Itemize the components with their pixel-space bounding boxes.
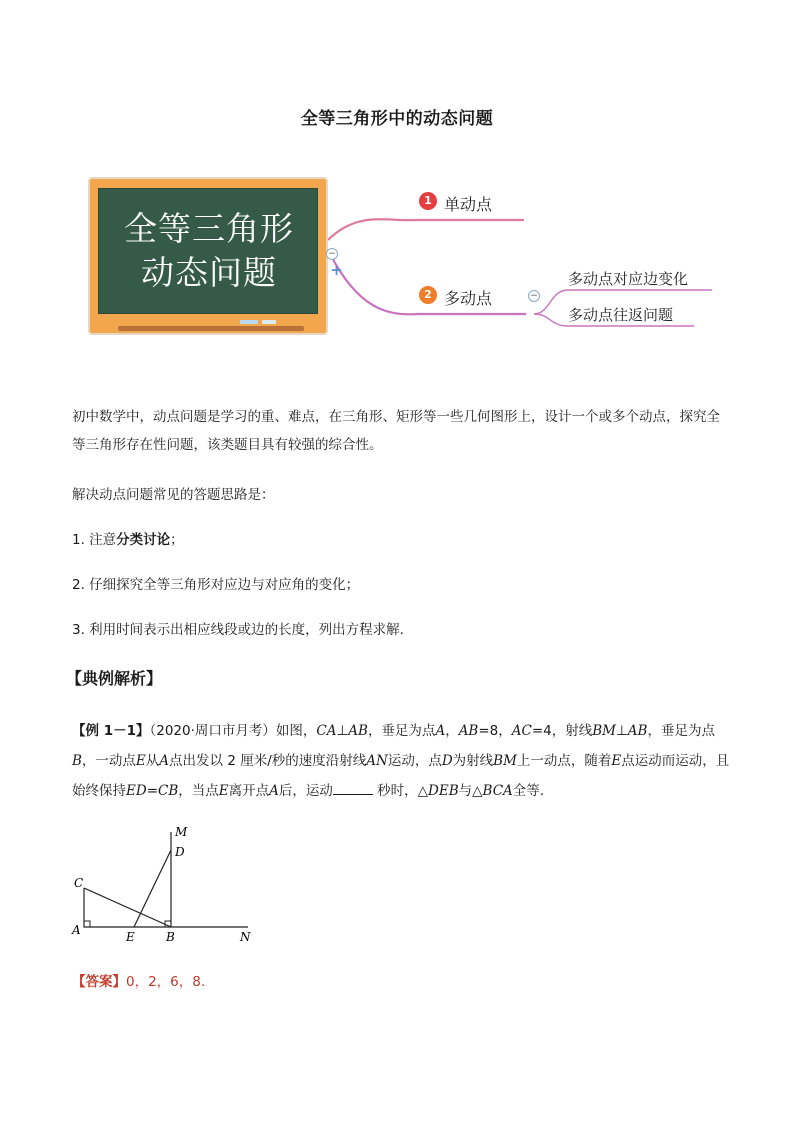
chalk-icon [262,320,276,324]
label-D: D [175,845,185,859]
branch-multi-moving-point[interactable]: 多动点 [444,289,493,308]
answer-blank[interactable] [333,781,373,795]
leaf-corresponding-side-change[interactable]: 多动点对应边变化 [568,270,689,288]
intro-paragraph: 初中数学中，动点问题是学习的重、难点，在三角形、矩形等一些几何图形上，设计一个或多个动点，探究全等三角形存在性问题，该类题目具有较强的综合性。 [72,409,720,453]
list-item: 1. 注意分类讨论； [72,532,184,548]
label-A: A [72,923,81,937]
list-item: 3. 利用时间表示出相应线段或边的长度，列出方程求解. [72,622,404,638]
label-M: M [175,826,188,839]
chalkboard-surface [98,188,318,314]
answer [72,970,205,990]
branch1-number-badge: 1 [419,192,437,210]
right-angle-A [84,921,90,927]
answer-label: 【答案】 [72,974,126,990]
geometry-figure [68,826,268,951]
chalkboard [88,177,328,335]
leaf-round-trip-problem[interactable]: 多动点往返问题 [568,306,674,324]
collapse-icon[interactable]: − [326,248,338,260]
label-E: E [126,930,135,944]
branch2-number-badge: 2 [419,286,437,304]
segment-ED [134,850,171,927]
answer-value: 0，2，6，8. [126,974,206,990]
collapse-icon[interactable]: − [528,290,540,302]
board-title-line1: 全等三角形 [124,209,294,248]
branch-single-moving-point[interactable]: 单动点 [444,195,493,214]
page-title: 全等三角形中的动态问题 [300,109,494,129]
list-item: 2. 仔细探究全等三角形对应边与对应角的变化； [72,577,360,593]
label-C: C [74,876,84,890]
strategy-intro: 解决动点问题常见的答题思路是： [72,487,275,503]
segment-CB [84,888,171,927]
board-title-line2: 动态问题 [141,253,277,292]
chalk-icon [240,320,258,324]
chalkboard-ledge [118,326,304,331]
label-N: N [240,930,251,944]
label-B: B [166,930,175,944]
expand-plus-icon[interactable]: + [330,261,343,279]
section-title: 【典例解析】 [66,669,163,688]
mindmap [88,170,728,340]
example-label: 【例 1－1】 [72,723,150,739]
example-problem: 【例 1－1】（2020·周口市月考）如图，CA⊥AB，垂足为点A，AB=8，AC=4，射线BM⊥AB，垂足为点B，一动点E从A点出发以 2 厘米/秒的速度沿射线AN运动，点D为射线BM上一动点，随着E点运动而运动，且始终保持ED=CB，当点E离开点A后，运动 秒时，△DEB与△BCA全等. [72,723,730,799]
